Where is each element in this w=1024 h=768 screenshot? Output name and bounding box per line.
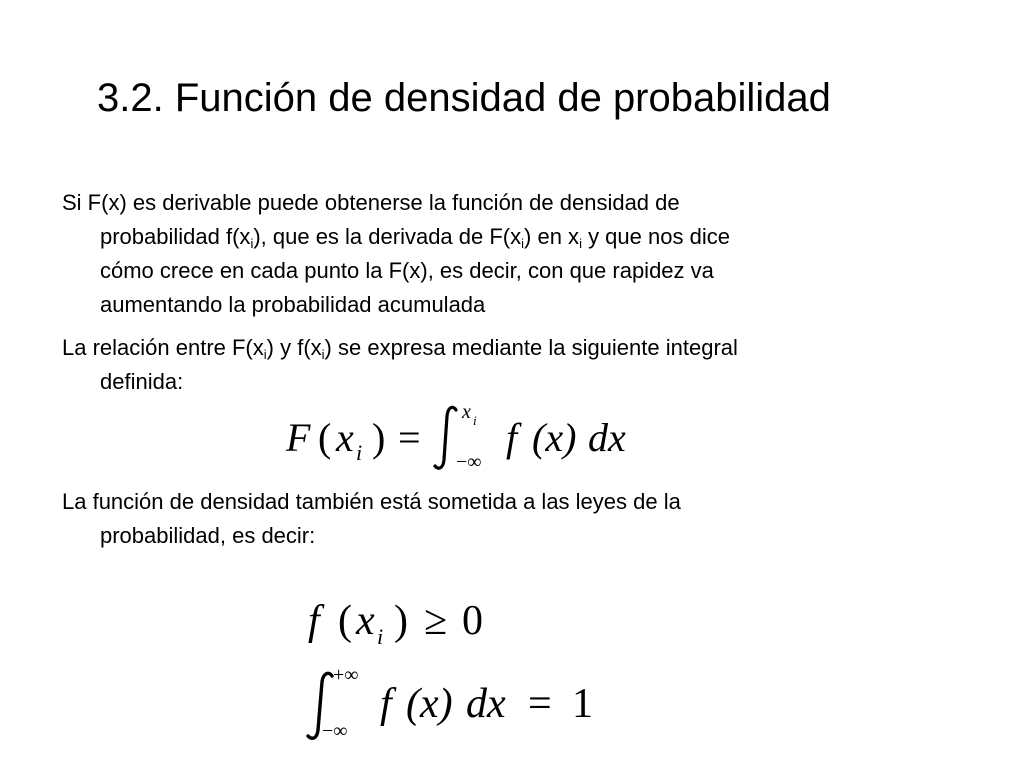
formula1-dx: dx: [588, 415, 626, 460]
p1-line-4: aumentando la probabilidad acumulada: [100, 292, 486, 317]
slide-title: 3.2. Función de densidad de probabilidad: [97, 76, 831, 120]
p2-line-2: definida:: [100, 369, 184, 394]
formula2-geq: ≥: [424, 598, 448, 644]
formula2-f: f: [308, 598, 320, 644]
formula3-one: 1: [572, 681, 593, 727]
p3-line-2: probabilidad, es decir:: [100, 523, 316, 548]
formula3-f: f: [380, 681, 392, 727]
formula1-x: x: [336, 415, 354, 460]
formula3-equals: =: [528, 681, 552, 727]
p1-line-2: probabilidad $f(x_i)$, que es la derivada de $F(x_i)$ en $x_i$ y que nos dice: [100, 224, 730, 251]
p3-line-1: La función de densidad también está sometida a las leyes de la: [62, 489, 681, 514]
formula1-upper-limit-subscript: i: [473, 413, 477, 428]
formula2-x: x: [356, 598, 375, 644]
formula3-paren-x: (x): [406, 681, 453, 727]
paragraph-relation: [62, 331, 962, 399]
paragraph-derivative: [62, 186, 962, 322]
formula2-lparen: (: [338, 598, 352, 644]
formula1-equals: =: [398, 415, 421, 460]
formula2-subscript-i: i: [377, 624, 384, 649]
formula1-lower-limit: −∞: [456, 451, 482, 473]
formula3-dx: dx: [466, 681, 506, 727]
formula1-paren-x: (x): [532, 415, 577, 460]
formula2-zero: 0: [462, 598, 483, 644]
p2-line-1: La relación entre $F(x_i)$ y $f(x_i)$ se expresa mediante la siguiente integral: [62, 335, 738, 362]
formula1-lparen: (: [318, 415, 332, 460]
paragraph-laws: [62, 485, 962, 553]
formula3-lower-limit: −∞: [322, 720, 348, 742]
formula1-upper-limit: x: [462, 401, 471, 423]
formula1-F: F: [286, 415, 311, 460]
p1-line-1: Si F(x) es derivable puede obtenerse la función de densidad de: [62, 190, 680, 215]
formula1-rparen: ): [372, 415, 386, 460]
formula3-upper-limit: +∞: [333, 664, 359, 686]
formula1-f: f: [506, 415, 518, 460]
p1-line-3: cómo crece en cada punto la F(x), es decir, con que rapidez va: [100, 258, 714, 283]
formula2-rparen: ): [394, 598, 408, 644]
formula1-subscript-i: i: [356, 440, 363, 465]
